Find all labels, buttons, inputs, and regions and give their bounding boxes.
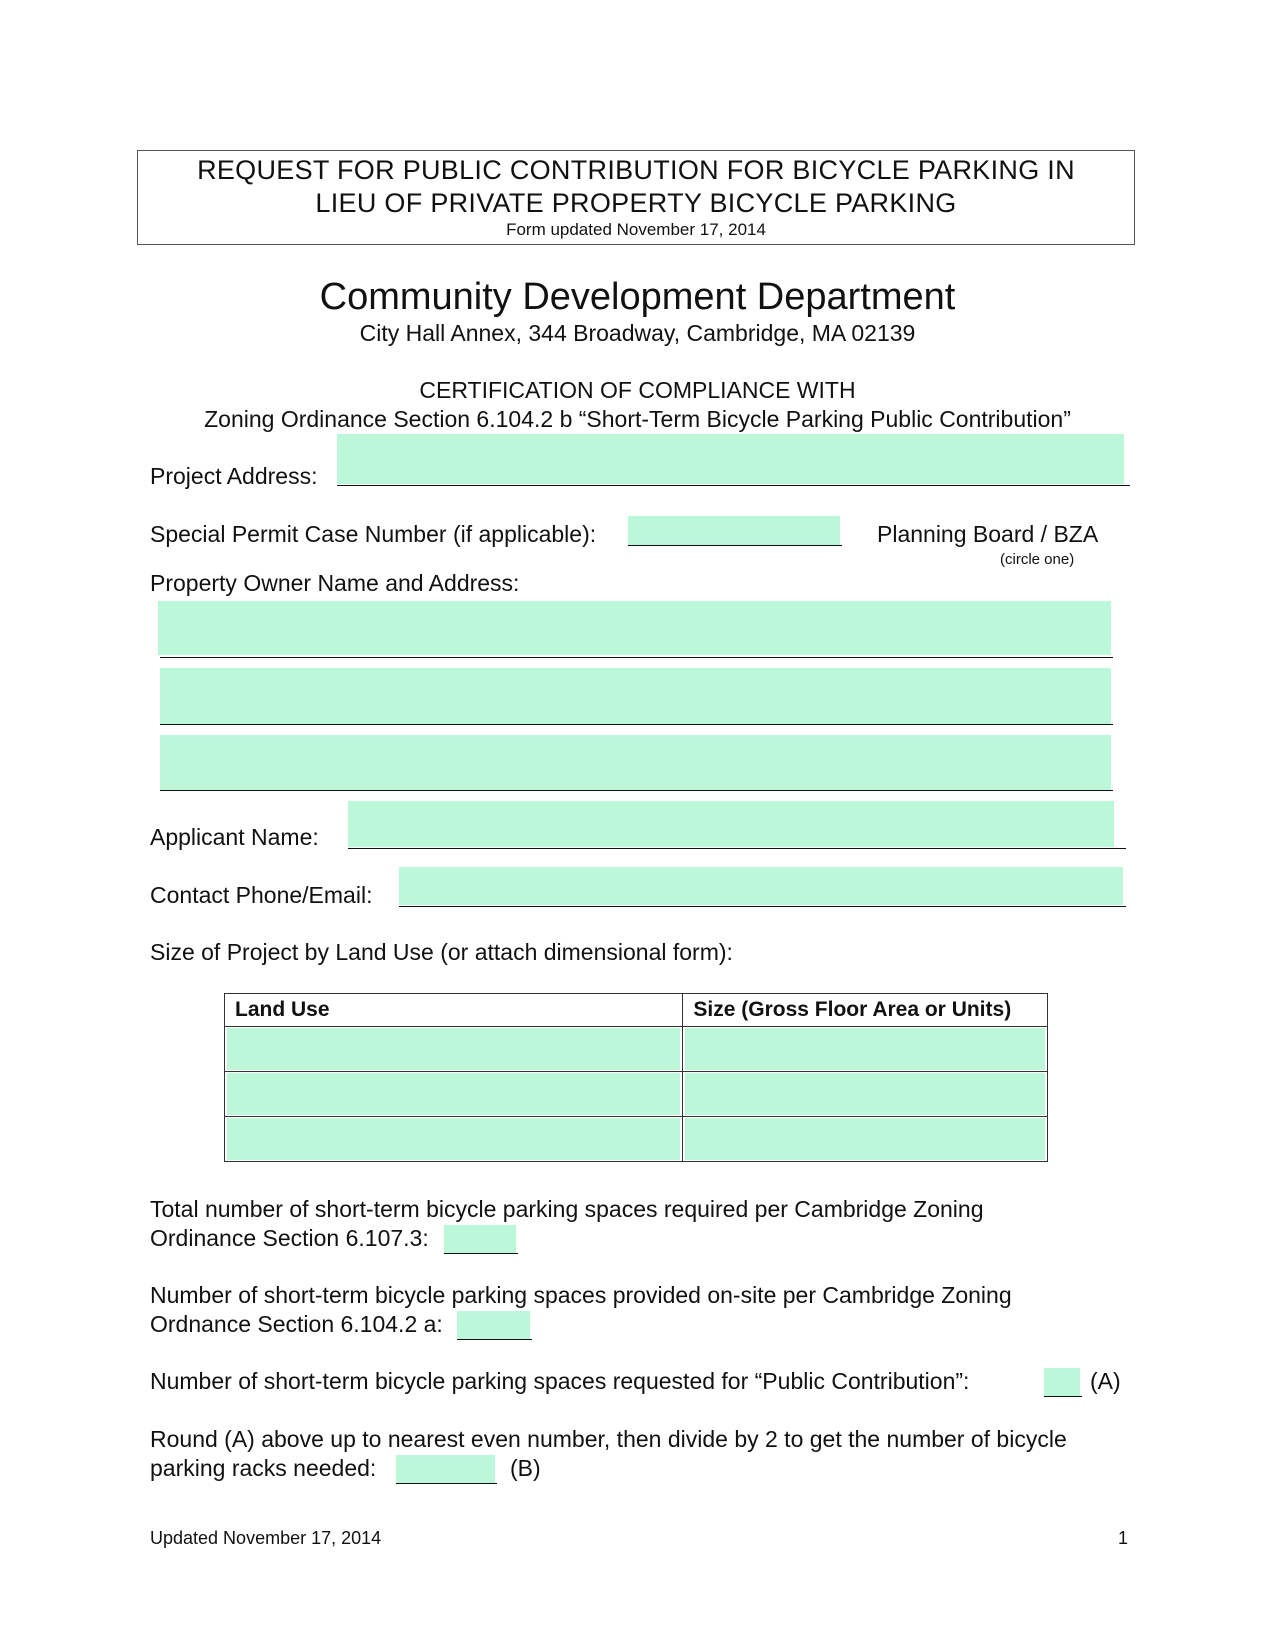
q4-field[interactable] (396, 1455, 495, 1483)
land-use-cell[interactable] (225, 1117, 683, 1162)
property-owner-field-2[interactable] (160, 668, 1111, 724)
table-row (225, 1072, 1048, 1117)
q2-field[interactable] (457, 1311, 530, 1339)
circle-one-note: (circle one) (1000, 551, 1075, 568)
q1-line-1: Total number of short-term bicycle parking spaces required per Cambridge Zoning (150, 1196, 984, 1222)
table-row (225, 1117, 1048, 1162)
project-address-field[interactable] (337, 434, 1124, 484)
applicant-name-underline (348, 848, 1126, 849)
q2-line-1: Number of short-term bicycle parking spaces provided on-site per Cambridge Zoning (150, 1282, 1012, 1308)
form-title-line-1: REQUEST FOR PUBLIC CONTRIBUTION FOR BICYCLE PARKING IN (197, 155, 1075, 185)
contact-label: Contact Phone/Email: (150, 882, 373, 908)
size-of-project-label: Size of Project by Land Use (or attach dimensional form): (150, 939, 733, 965)
q4-suffix: (B) (510, 1455, 541, 1481)
property-owner-underline-1 (160, 657, 1113, 658)
project-address-label: Project Address: (150, 463, 318, 489)
q4-line-1: Round (A) above up to nearest even number, then divide by 2 to get the number of bicycle (150, 1426, 1067, 1452)
q1-field[interactable] (444, 1225, 516, 1253)
planning-board-bza[interactable]: Planning Board / BZA (877, 521, 1099, 547)
form-title-box (137, 150, 1135, 245)
applicant-name-field[interactable] (348, 801, 1114, 847)
property-owner-field-1[interactable] (158, 601, 1111, 655)
size-header: Size (Gross Floor Area or Units) (683, 994, 1048, 1027)
property-owner-underline-2 (160, 724, 1113, 725)
department-name: Community Development Department (319, 276, 956, 318)
land-use-table (224, 993, 1048, 1162)
form-title-line-2: LIEU OF PRIVATE PROPERTY BICYCLE PARKING (315, 188, 957, 218)
size-cell[interactable] (683, 1072, 1048, 1117)
land-use-header: Land Use (225, 994, 683, 1027)
size-cell[interactable] (683, 1027, 1048, 1072)
q4-underline (396, 1483, 497, 1484)
contact-underline (399, 906, 1126, 907)
q3-underline (1044, 1396, 1082, 1397)
form-updated-date: Form updated November 17, 2014 (506, 220, 766, 239)
certification-heading: CERTIFICATION OF COMPLIANCE WITH (419, 377, 856, 403)
special-permit-underline (628, 545, 842, 546)
certification-subheading: Zoning Ordinance Section 6.104.2 b “Short-Term Bicycle Parking Public Contribution” (204, 406, 1071, 432)
q2-underline (457, 1339, 532, 1340)
q1-underline (444, 1253, 518, 1254)
page-number: 1 (1118, 1528, 1129, 1548)
project-address-underline (337, 485, 1130, 486)
contact-field[interactable] (399, 867, 1123, 905)
property-owner-label: Property Owner Name and Address: (150, 570, 520, 596)
property-owner-underline-3 (160, 790, 1113, 791)
property-owner-field-3[interactable] (160, 735, 1111, 790)
q3-suffix: (A) (1090, 1368, 1121, 1394)
applicant-name-label: Applicant Name: (150, 824, 319, 850)
special-permit-label: Special Permit Case Number (if applicable): (150, 521, 597, 547)
q3-text: Number of short-term bicycle parking spaces requested for “Public Contribution”: (150, 1368, 970, 1394)
q1-line-2: Ordinance Section 6.107.3: (150, 1225, 429, 1251)
special-permit-field[interactable] (628, 516, 840, 546)
land-use-cell[interactable] (225, 1072, 683, 1117)
footer-updated: Updated November 17, 2014 (150, 1528, 382, 1548)
q2-line-2: Ordnance Section 6.104.2 a: (150, 1311, 443, 1337)
q3-field[interactable] (1044, 1368, 1080, 1396)
land-use-cell[interactable] (225, 1027, 683, 1072)
q4-line-2: parking racks needed: (150, 1455, 377, 1481)
table-row (225, 1027, 1048, 1072)
department-address: City Hall Annex, 344 Broadway, Cambridge, MA 02139 (359, 320, 916, 346)
size-cell[interactable] (683, 1117, 1048, 1162)
